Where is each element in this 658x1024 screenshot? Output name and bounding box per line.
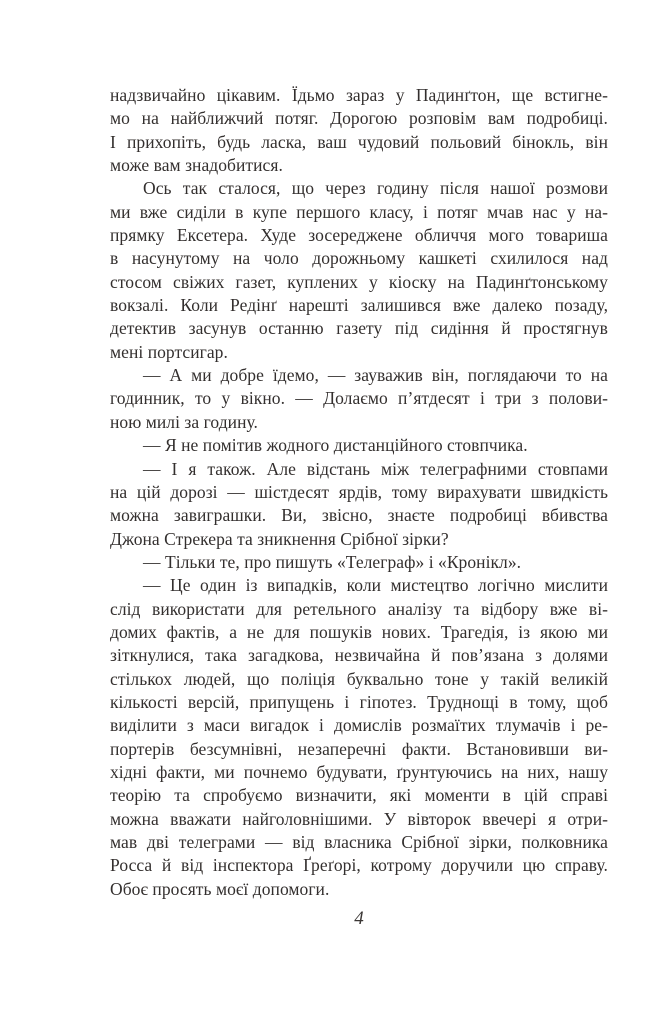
paragraph <box>110 434 608 457</box>
text-line: — Я не помітив жодного дистанційного стовпчика. <box>143 435 528 456</box>
text-line: теорію та спробуємо визначити, які моменти в цій справі <box>110 785 608 806</box>
text-line: Джона Стрекера та зникнення Срібної зірки? <box>110 528 449 549</box>
text-line: — Тільки те, про пишуть «Телеграф» і «Кронікл». <box>143 551 522 572</box>
paragraph <box>110 177 608 364</box>
paragraph <box>110 551 608 574</box>
text-line: в насунутому на чоло дорожньому кашкеті схилилося над <box>110 248 608 269</box>
text-line: Обоє просять моєї допомоги. <box>110 878 330 899</box>
text-line: — І я також. Але відстань між телеграфними стовпами <box>143 458 608 479</box>
text-line: можна вважати найголовнішими. У вівторок ввечері я отри- <box>110 808 608 829</box>
page-number: 4 <box>354 908 364 929</box>
text-block <box>110 84 608 901</box>
text-line: мо на найближчий потяг. Дорогою розповім вам подробиці. <box>110 108 608 129</box>
text-line: домих фактів, а не для пошуків нових. Трагедія, із якою ми <box>110 621 608 642</box>
text-line: ною милі за годину. <box>110 411 258 432</box>
text-line: прямку Ексетера. Худе зосереджене обличчя мого товариша <box>110 225 608 246</box>
text-line: вокзалі. Коли Редінґ нарешті залишився вже далеко позаду, <box>110 295 608 316</box>
text-line: Ось так сталося, що через годину після нашої розмови <box>143 178 608 199</box>
paragraph <box>110 458 608 551</box>
text-line: детектив засунув останню газету під сидіння й простягнув <box>110 318 608 339</box>
text-line: мав дві телеграми — від власника Срібної зірки, полковника <box>110 832 608 852</box>
text-line: хідні факти, ми почнемо будувати, ґрунтуючись на них, нашу <box>110 761 608 782</box>
text-line: І прихопіть, будь ласка, ваш чудовий польовий бінокль, він <box>110 131 608 152</box>
text-line: можна завиграшки. Ви, звісно, знаєте подробиці вбивства <box>110 505 608 526</box>
paragraph <box>110 364 608 434</box>
paragraph <box>110 84 608 177</box>
text-line: стількох людей, що поліція буквально тоне у такій великій <box>110 668 608 689</box>
text-line: стосом свіжих газет, куплених у кіоску на Падинґтонському <box>110 271 608 292</box>
text-line: мені портсигар. <box>110 341 228 362</box>
text-line: — Це один із випадків, коли мистецтво логічно мислити <box>143 575 608 596</box>
text-line: надзвичайно цікавим. Їдьмо зараз у Падинґтон, ще встигне- <box>110 85 608 105</box>
text-line: слід використати для ретельного аналізу та відбору вже ві- <box>110 598 608 619</box>
text-line: може вам знадобитися. <box>110 155 283 176</box>
text-line: зіткнулися, така загадкова, незвичайна й пов’язана з долями <box>110 645 608 666</box>
text-line: виділити з маси вигадок і домислів розмаїтих тлумачів і ре- <box>110 715 608 736</box>
text-line: кількості версій, припущень і гіпотез. Труднощі в тому, щоб <box>110 691 608 712</box>
text-line: на цій дорозі — шістдесят ярдів, тому вирахувати швидкість <box>110 481 608 502</box>
text-line: — А ми добре їдемо, — зауважив він, поглядаючи то на <box>143 365 608 386</box>
text-line: портерів безсумнівні, незаперечні факти. Встановивши ви- <box>110 738 608 759</box>
text-line: Росса й від інспектора Ґреґорі, котрому доручили цю справу. <box>110 855 608 876</box>
text-line: годинник, то у вікно. — Долаємо п’ятдесят і три з полови- <box>110 388 608 409</box>
text-line: ми вже сиділи в купе першого класу, і потяг мчав нас у на- <box>110 201 608 222</box>
paragraph <box>110 574 608 901</box>
